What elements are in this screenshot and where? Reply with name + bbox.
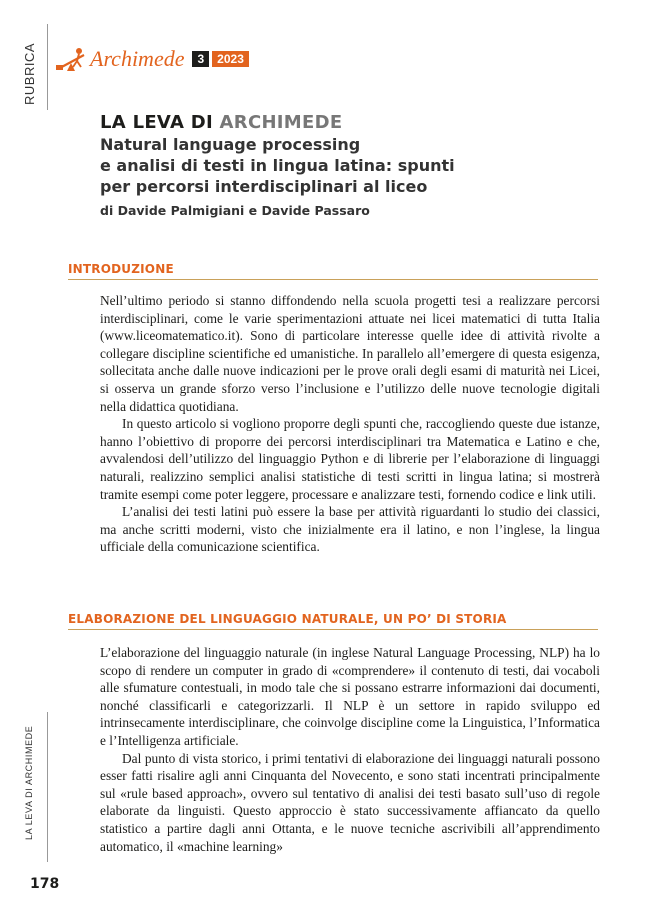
column-title-prefix: LA LEVA DI xyxy=(100,112,220,133)
article-subtitle-line-1: Natural language processing xyxy=(100,135,361,154)
running-section-label: LA LEVA DI ARCHIMEDE xyxy=(24,725,34,841)
paragraph: L’analisi dei testi latini può essere la base per attività riguardanti lo studio dei classici, ma anche scritti moderni, visto che inizialmente era il latino, e non l’inglese, la lingua ufficiale della comunicazione scientifica. xyxy=(100,504,600,555)
issue-number-badge: 3 xyxy=(192,51,209,67)
paragraph: In questo articolo si vogliono proporre degli spunti che, raccogliendo queste due istanze, hanno l’obiettivo di proporre dei percorsi interdisciplinari tra Matematica e Latino e che, avvalendosi dell’utilizzo del linguaggio Python e di librerie per l’elaborazione di linguaggi naturali, realizzino semplici analisi statistiche di testi scritti in lingua latina; si mostrerà tramite esempi come poter leggere, processare e analizzare testi, fornendo codice e link utili. xyxy=(100,416,600,502)
archimedes-lever-icon xyxy=(56,45,86,73)
page-number: 178 xyxy=(30,876,60,892)
article-column-title xyxy=(100,112,600,134)
rubrica-label: RUBRICA xyxy=(22,43,37,106)
article-subtitle-line-2: e analisi di testi in lingua latina: spunti xyxy=(100,156,455,175)
paragraph: L’elaborazione del linguaggio naturale (in inglese Natural Language Processing, NLP) ha lo scopo di rendere un computer in grado di «comprendere» il contenuto di testi, dai vocaboli alle sfumature contestuali, in modo tale che si possano estrarre informazioni dai documenti, nonché classificarli e categorizzarli. Il NLP è un settore in rapido sviluppo ed intrinsecamente interdisciplinare, che coinvolge discipline come la Linguistica, l’Informatica e l’Intelligenza artificiale. xyxy=(100,645,600,748)
magazine-brand: Archimede xyxy=(90,46,185,71)
masthead xyxy=(56,44,249,74)
section-body-introduzione xyxy=(100,292,600,556)
column-title-highlight: ARCHIMEDE xyxy=(219,112,343,133)
article-authors: di Davide Palmigiani e Davide Passaro xyxy=(100,203,370,218)
issue-year-badge: 2023 xyxy=(212,51,249,67)
section-heading-introduzione: INTRODUZIONE xyxy=(68,262,598,280)
rail-divider-bottom xyxy=(47,712,48,862)
article-title-block xyxy=(100,112,600,218)
paragraph: Nell’ultimo periodo si stanno diffondendo nella scuola progetti tesi a realizzare percorsi interdisciplinari, come le varie sperimentazioni attuate nei licei matematici di tutta Italia (www.liceomatematico.it). Sono di particolare interesse quelle idee di attività rivolte a collegare discipline scientifiche ed umanistiche. In parallelo all’emergere di questa esigenza, sollecitata anche dalle nuove indicazioni per le prove orali degli esami di maturità nei Licei, si osserva un grande sforzo verso l’inclusione e l’utilizzo delle nuove tecnologie digitali nella didattica quotidiana. xyxy=(100,293,600,414)
section-heading-elaborazione: ELABORAZIONE DEL LINGUAGGIO NATURALE, UN PO’ DI STORIA xyxy=(68,612,598,630)
section-body-elaborazione xyxy=(100,644,600,855)
paragraph: Dal punto di vista storico, i primi tentativi di elaborazione dei linguaggi naturali possono esser fatti risalire agli anni Cinquanta del Novecento, e sono stati incentrati principalmente sul «rule based approach», ovvero sul tentativo di analisi dei testi basato sull’uso di regole elaborate da linguisti. Questo approccio è stato successivamente affiancato da quello statistico a partire dagli anni Ottanta, e le nuove tecniche ascrivibili all’apprendimento automatico, il «machine learning» xyxy=(100,750,600,854)
rail-divider-top xyxy=(47,24,48,110)
article-subtitle-line-3: per percorsi interdisciplinari al liceo xyxy=(100,177,428,196)
